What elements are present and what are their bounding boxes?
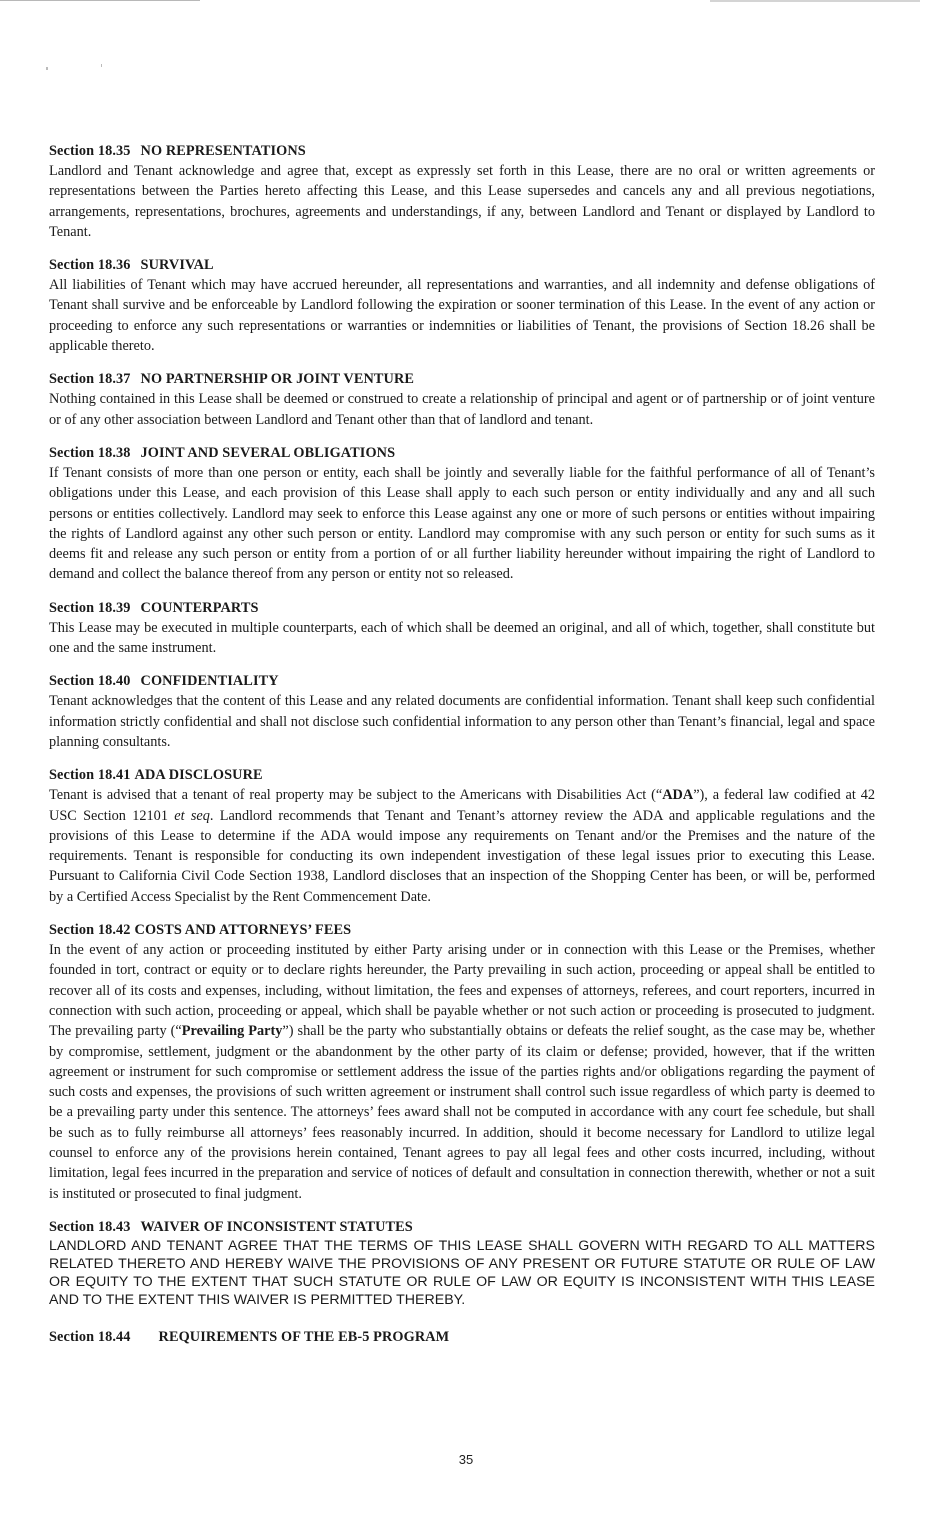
section-title: JOINT AND SEVERAL OBLIGATIONS: [140, 444, 396, 461]
defined-term-prevailing-party: Prevailing Party: [181, 1023, 283, 1040]
section-title: NO REPRESENTATIONS: [140, 143, 306, 159]
section-heading: [49, 141, 875, 161]
section-number: Section 18.36: [49, 257, 131, 274]
section-18-37: [49, 369, 875, 430]
scan-artifact-top-edge: [0, 0, 932, 3]
section-heading: [49, 1327, 875, 1347]
section-heading: [49, 765, 875, 785]
body-text: In the event of any action or proceeding instituted by either Party arising under or in connection with this Lease or the Premises, whether founded in tort, contract or equity or to declare rights hereunder, the Party prevailing in such action, proceeding or appeal shall be entitled to recover all of its costs and expenses, including, without limitation, the fees and expenses of attorneys, referees, and court reporters, incurred in connection with such action, proceeding or appeal, which shall be payable whether or not such action or proceeding is prosecuted to judgment. The prevailing party (“: [49, 942, 875, 1040]
section-heading: [49, 443, 875, 463]
body-text: ”) shall be the party who substantially obtains or defeats the relief sought, as the case may be, whether by compromise, settlement, judgment or the abandonment by the other party of its claim or defense; provided, however, that if the written agreement or instrument for such compromise or settlement address the issue of the parties rights and/or obligations regarding the payment of such costs and expenses, the provisions of such written agreement or instrument shall control such issue regardless of which party is deemed to be a prevailing party under this sentence. The attorneys’ fees award shall not be computed in accordance with any court fee schedule, but shall be such as to fully reimburse all attorneys’ fees reasonably incurred. In addition, should it become necessary for Landlord to utilize legal counsel to enforce any of the provisions herein contained, Tenant agrees to pay all legal fees and other costs incurred, including, without limitation, legal fees incurred in the preparation and service of notices of default and consultation in connection therewith, whether or not a suit is instituted or prosecuted to final judgment.: [49, 1023, 875, 1202]
section-18-41: [49, 765, 875, 907]
section-title: ADA DISCLOSURE: [134, 767, 263, 784]
section-title: SURVIVAL: [140, 257, 214, 274]
section-18-44: [49, 1327, 875, 1347]
section-body: All liabilities of Tenant which may have accrued hereunder, all representations and warranties, and all indemnity and defense obligations of Tenant shall survive and be enforceable by Landlord following the expiration or sooner termination of this Lease. In the event of any action or proceeding to enforce any such representations or warranties or indemnities or liabilities of Tenant, the provisions of Section 18.26 shall be applicable thereto.: [49, 277, 875, 355]
section-heading: [49, 369, 875, 389]
section-body: Tenant acknowledges that the content of this Lease and any related documents are confidential information. Tenant shall keep such confidential information strictly confidential and shall not disclose such confidential information to any person other than Tenant’s financial, legal and space planning consultants.: [49, 693, 875, 750]
section-number: Section 18.39: [49, 599, 131, 616]
section-number: Section 18.42: [49, 922, 131, 939]
page-number: 35: [458, 1452, 474, 1467]
section-number: Section 18.41: [49, 767, 131, 784]
section-heading: [49, 255, 875, 275]
body-text: . Landlord recommends that Tenant and Tenant’s attorney review the ADA and applicable regulations and the provisions of this Lease to determine if the ADA would impose any requirements on Tenant and/or the Premises and the nature of the requirements. Tenant is responsible for conducting its own independent investigation of these legal issues prior to executing this Lease. Pursuant to California Civil Code Section 1938, Landlord discloses that an inspection of the Shopping Center has been, or will be, performed by a Certified Access Specialist by the Rent Commencement Date.: [49, 807, 875, 905]
section-body: [49, 940, 875, 1204]
section-heading: [49, 671, 875, 691]
section-number: Section 18.43: [49, 1218, 131, 1235]
section-body: This Lease may be executed in multiple counterparts, each of which shall be deemed an original, and all of which, together, shall constitute but one and the same instrument.: [49, 619, 875, 657]
scan-speck: [46, 67, 48, 70]
body-text: Tenant is advised that a tenant of real property may be subject to the Americans with Disabilities Act (“: [49, 787, 663, 804]
section-title: NO PARTNERSHIP OR JOINT VENTURE: [140, 371, 415, 388]
section-heading: [49, 920, 875, 940]
section-body: LANDLORD AND TENANT AGREE THAT THE TERMS OF THIS LEASE SHALL GOVERN WITH REGARD TO ALL MATTERS RELATED THERETO AND HEREBY WAIVE THE PROVISIONS OF ANY PRESENT OR FUTURE STATUTE OR RULE OF LAW OR EQUITY TO THE EXTENT THAT SUCH STATUTE OR RULE OF LAW OR EQUITY IS INCONSISTENT WITH THIS LEASE AND TO THE EXTENT THIS WAIVER IS PERMITTED THEREBY.: [49, 1237, 875, 1308]
section-18-42: [49, 920, 875, 1204]
document-page: [49, 141, 875, 1360]
section-heading: [49, 1217, 875, 1237]
body-text: ”), a federal law codified at 42 USC Section 12101: [49, 787, 875, 824]
section-number: Section 18.44: [49, 1328, 131, 1345]
section-title: WAIVER OF INCONSISTENT STATUTES: [140, 1218, 413, 1235]
section-18-36: [49, 255, 875, 356]
section-heading: [49, 598, 875, 618]
scan-line-right: [710, 0, 920, 2]
section-title: COUNTERPARTS: [140, 599, 259, 616]
section-number: Section 18.37: [49, 371, 131, 388]
section-body: Nothing contained in this Lease shall be deemed or construed to create a relationship of principal and agent or of partnership or of joint venture or of any other association between Landlord and Tenant other than that of landlord and tenant.: [49, 391, 875, 428]
section-title: CONFIDENTIALITY: [140, 673, 279, 690]
scan-speck: [101, 64, 102, 67]
section-body: If Tenant consists of more than one person or entity, each shall be jointly and severally liable for the faithful performance of all of Tenant’s obligations under this Lease, and each provision of this Lease shall apply to each such person or entity individually and any and all such persons or entities collectively. Landlord may seek to enforce this Lease against any one or more of such persons or entities without impairing the rights of Landlord against any other such person or entity. Landlord may compromise with any such person or entity for such sums as it deems fit and release any such person or entity from a portion of or all further liability hereunder without impairing the right of Landlord to demand and collect the balance thereof from any person or entity not so released.: [49, 464, 875, 583]
section-number: Section 18.38: [49, 444, 131, 461]
section-18-38: [49, 443, 875, 585]
section-number: Section 18.40: [49, 673, 131, 690]
section-number: Section 18.35: [49, 143, 131, 159]
section-18-43: [49, 1217, 875, 1309]
section-18-40: [49, 671, 875, 752]
section-18-39: [49, 598, 875, 659]
section-body: Landlord and Tenant acknowledge and agree that, except as expressly set forth in this Lease, there are no oral or written agreements or representations between the Parties hereto affecting this Lease, and this Lease supersedes and cancels any and all previous negotiations, arrangements, representations, brochures, agreements and understandings, if any, between Landlord and Tenant or displayed by Landlord to Tenant.: [49, 163, 875, 240]
section-body: [49, 785, 875, 907]
italic-term: et seq: [174, 807, 210, 824]
section-title: REQUIREMENTS OF THE EB-5 PROGRAM: [158, 1328, 450, 1345]
section-title: COSTS AND ATTORNEYS’ FEES: [134, 922, 352, 939]
defined-term-ada: ADA: [662, 787, 694, 804]
scan-line-left: [0, 0, 200, 1]
section-18-35: [49, 141, 875, 242]
